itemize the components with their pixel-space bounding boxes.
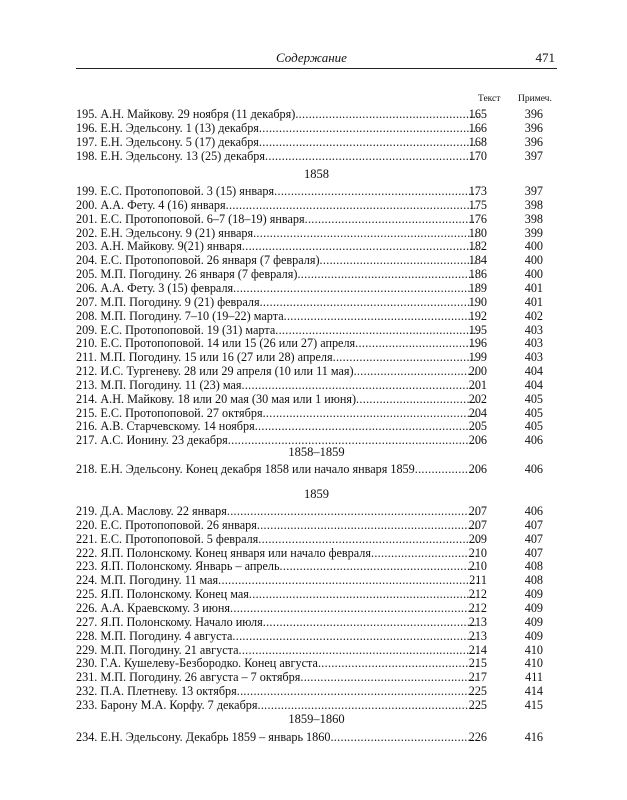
entry-note-page: 410 [524,642,543,657]
entry-page: 184 [468,253,487,268]
entry-title-with-leader [76,323,478,337]
dot-leader [295,107,478,121]
entry-note-page: 406 [524,433,543,448]
entry-title-with-leader [76,518,478,532]
toc-entry [76,149,557,163]
year-heading: 1858 [304,167,329,181]
entry-label: 232. П.А. Плетневу. 13 октября [76,684,237,699]
entry-title-with-leader [76,587,478,601]
entry-title-with-leader [76,253,478,267]
toc-entry [76,198,557,212]
toc-entry [76,532,557,546]
toc-entry [76,121,557,135]
entry-page: 204 [468,405,487,420]
dot-leader [257,518,478,532]
entry-label: 234. Е.Н. Эдельсону. Декабрь 1859 – январь 1860 [76,730,331,744]
entry-label: 223. Я.П. Полонскому. Январь – апрель [76,559,280,574]
entry-note-page: 398 [524,197,543,212]
entry-title-with-leader [76,267,478,281]
entry-label: 219. Д.А. Маслову. 22 января [76,504,227,518]
dot-leader [320,253,478,267]
dot-leader [318,656,478,670]
entry-label: 199. Е.С. Протопоповой. 3 (15) января [76,184,275,198]
entry-title-with-leader [76,336,478,350]
entry-title-with-leader [76,546,478,560]
toc-entry [76,239,557,253]
entry-title-with-leader [76,239,478,253]
toc-entry [76,462,557,476]
dot-leader [227,504,478,518]
toc-entry [76,378,557,392]
entry-label: 204. Е.С. Протопоповой. 26 января (7 февраля) [76,253,320,268]
entry-page: 206 [468,462,487,476]
entry-page: 226 [468,730,487,744]
entry-page: 192 [468,308,487,323]
entry-title-with-leader [76,350,478,364]
toc-entry [76,504,557,518]
entry-note-page: 409 [524,614,543,629]
entry-title-with-leader [76,364,478,378]
entry-title-with-leader [76,532,478,546]
entry-label: 202. Е.Н. Эдельсону. 9 (21) января [76,225,254,240]
dot-leader [226,198,478,212]
toc-entry [76,295,557,309]
entry-label: 195. А.Н. Майкову. 29 ноября (11 декабря) [76,107,296,121]
entry-note-page: 402 [524,308,543,323]
toc-entry [76,336,557,350]
entry-page: 182 [468,239,487,254]
entry-title-with-leader [76,601,478,615]
dot-leader [259,135,478,149]
dot-leader [275,323,478,337]
entry-page: 175 [468,197,487,212]
entry-note-page: 403 [524,350,543,365]
dot-leader [233,281,478,295]
dot-leader [255,419,478,433]
toc-entry [76,546,557,560]
entry-title-with-leader [76,419,478,433]
entry-note-page: 408 [524,573,543,588]
entry-note-page: 404 [524,377,543,392]
year-heading: 1859–1860 [288,712,345,726]
toc-entry [76,601,557,615]
entry-page: 213 [468,628,487,643]
entry-title-with-leader [76,629,478,643]
dot-leader [300,670,478,684]
entry-label: 205. М.П. Погодину. 26 января (7 февраля) [76,267,298,282]
toc-entry [76,573,557,587]
entry-title-with-leader [76,656,478,670]
toc-entry [76,350,557,364]
dot-leader [280,559,478,573]
dot-leader [333,350,478,364]
entry-page: 170 [468,148,487,163]
entry-note-page: 400 [524,239,543,254]
entry-page: 168 [468,134,487,149]
entry-title-with-leader [76,406,478,420]
entry-page: 166 [468,120,487,135]
entry-label: 212. И.С. Тургеневу. 28 или 29 апреля (10 или 11 мая) [76,364,354,379]
entry-page: 212 [468,587,487,602]
entry-label: 216. А.В. Старчевскому. 14 ноября [76,419,255,434]
toc-entry [76,212,557,226]
dot-leader [230,601,478,615]
toc-entry [76,656,557,670]
entry-page: 217 [468,670,487,685]
dot-leader [356,392,478,406]
entry-note-page: 401 [524,294,543,309]
entry-page: 207 [468,504,487,518]
entry-title-with-leader [76,309,478,323]
entry-label: 210. Е.С. Протопоповой. 14 или 15 (26 или 27) апреля [76,336,356,351]
dot-leader [371,546,478,560]
page-number: 471 [535,50,555,65]
entry-label: 208. М.П. Погодину. 7–10 (19–22) марта [76,308,284,323]
entry-note-page: 409 [524,587,543,602]
entry-note-page: 409 [524,600,543,615]
column-header-text: Текст [478,94,501,104]
entry-note-page: 403 [524,322,543,337]
year-heading: 1858–1859 [288,445,345,459]
dot-leader [232,629,478,643]
entry-label: 230. Г.А. Кушелеву-Безбородко. Конец августа [76,656,318,671]
entry-title-with-leader [76,559,478,573]
entry-page: 207 [468,517,487,532]
entry-note-page: 407 [524,545,543,560]
dot-leader [241,378,478,392]
entry-label: 222. Я.П. Полонскому. Конец января или начало февраля [76,545,371,560]
entry-title-with-leader [76,643,478,657]
dot-leader [218,573,478,587]
entry-title-with-leader [76,378,478,392]
toc-entry [76,698,557,712]
entry-note-page: 406 [524,462,543,476]
dot-leader [237,684,478,698]
entry-label: 197. Е.Н. Эдельсону. 5 (17) декабря [76,134,259,149]
entry-label: 217. А.С. Ионину. 23 декабря [76,433,228,448]
entry-title-with-leader [76,121,478,135]
toc-entry [76,253,557,267]
dot-leader [238,643,478,657]
entry-label: 211. М.П. Погодину. 15 или 16 (27 или 28) апреля [76,350,333,365]
entry-title-with-leader [76,149,478,163]
entry-note-page: 397 [524,184,543,198]
entry-label: 201. Е.С. Протопоповой. 6–7 (18–19) января [76,211,305,226]
entry-note-page: 407 [524,517,543,532]
entry-note-page: 406 [524,504,543,518]
entry-label: 218. Е.Н. Эдельсону. Конец декабря 1858 или начало января 1859 [76,462,415,476]
entry-title-with-leader [76,670,478,684]
page-header-title: Содержание [276,50,347,65]
toc-entry [76,267,557,281]
entry-page: 225 [468,684,487,699]
entry-title-with-leader [76,198,478,212]
entry-label: 231. М.П. Погодину. 26 августа – 7 октября [76,670,301,685]
entry-label: 198. Е.Н. Эдельсону. 13 (25) декабря [76,148,265,163]
dot-leader [242,239,478,253]
entry-page: 210 [468,545,487,560]
entry-title-with-leader [76,615,478,629]
entry-label: 228. М.П. Погодину. 4 августа [76,628,233,643]
entry-note-page: 414 [524,684,543,699]
entry-label: 203. А.Н. Майкову. 9(21) января [76,239,242,254]
entry-page: 173 [468,184,487,198]
entry-title-with-leader [76,281,478,295]
entry-page: 190 [468,294,487,309]
dot-leader [263,406,478,420]
dot-leader [330,730,478,744]
entry-label: 225. Я.П. Полонскому. Конец мая [76,587,249,602]
toc-entry [76,135,557,149]
dot-leader [263,615,478,629]
entry-page: 186 [468,267,487,282]
entry-page: 206 [468,433,487,448]
entry-label: 209. Е.С. Протопоповой. 19 (31) марта [76,322,276,337]
toc-entry [76,226,557,240]
entry-note-page: 397 [524,148,543,163]
entry-page: 176 [468,211,487,226]
entry-label: 224. М.П. Погодину. 11 мая [76,573,219,588]
toc-entry [76,559,557,573]
entry-page: 180 [468,225,487,240]
entry-note-page: 396 [524,134,543,149]
entry-label: 213. М.П. Погодину. 11 (23) мая [76,377,242,392]
toc-entry [76,107,557,121]
entry-title-with-leader [76,392,478,406]
entry-page: 205 [468,419,487,434]
entry-label: 206. А.А. Фету. 3 (15) февраля [76,280,234,295]
entry-note-page: 405 [524,419,543,434]
entry-page: 213 [468,614,487,629]
entry-note-page: 415 [524,697,543,712]
entry-note-page: 416 [524,730,543,744]
entry-label: 196. Е.Н. Эдельсону. 1 (13) декабря [76,120,259,135]
entry-title-with-leader [76,698,478,712]
entry-note-page: 410 [524,656,543,671]
entry-label: 226. А.А. Краевскому. 3 июня [76,600,230,615]
entry-page: 215 [468,656,487,671]
entry-page: 189 [468,280,487,295]
entry-note-page: 399 [524,225,543,240]
entry-label: 200. А.А. Фету. 4 (16) января [76,197,226,212]
entry-note-page: 400 [524,267,543,282]
entry-page: 211 [469,573,487,588]
entry-title-with-leader [76,212,478,226]
toc-entry [76,281,557,295]
entry-label: 227. Я.П. Полонскому. Начало июля [76,614,263,629]
entry-note-page: 405 [524,391,543,406]
entry-label: 214. А.Н. Майкову. 18 или 20 мая (30 мая или 1 июня) [76,391,357,406]
toc-entry [76,406,557,420]
column-header-notes: Примеч. [518,94,552,104]
toc-entry [76,670,557,684]
dot-leader [305,212,478,226]
entry-page: 212 [468,600,487,615]
entry-page: 196 [468,336,487,351]
entry-note-page: 408 [524,559,543,574]
running-header [76,50,557,69]
entry-label: 221. Е.С. Протопоповой. 5 февраля [76,531,259,546]
entry-note-page: 407 [524,531,543,546]
toc-entry [76,615,557,629]
entry-note-page: 405 [524,405,543,420]
toc-entry [76,643,557,657]
entry-note-page: 404 [524,364,543,379]
toc-entry [76,309,557,323]
toc-entry [76,518,557,532]
entry-note-page: 403 [524,336,543,351]
entry-note-page: 398 [524,211,543,226]
dot-leader [284,309,478,323]
entry-title-with-leader [76,295,478,309]
dot-leader [257,698,478,712]
entry-label: 207. М.П. Погодину. 9 (21) февраля [76,294,260,309]
dot-leader [253,226,478,240]
toc-entry [76,323,557,337]
dot-leader [354,364,478,378]
dot-leader [265,149,478,163]
toc-entry [76,684,557,698]
toc-entry [76,587,557,601]
entry-note-page: 409 [524,628,543,643]
year-heading: 1859 [304,487,329,501]
entry-note-page: 400 [524,253,543,268]
entry-note-page: 396 [524,107,543,121]
dot-leader [259,121,478,135]
entry-page: 210 [468,559,487,574]
toc-entry [76,419,557,433]
entry-title-with-leader [76,573,478,587]
entry-page: 225 [468,697,487,712]
entry-note-page: 396 [524,120,543,135]
entry-note-page: 411 [525,670,543,685]
entry-page: 209 [468,531,487,546]
dot-leader [355,336,478,350]
entry-page: 195 [468,322,487,337]
toc-entry [76,364,557,378]
dot-leader [258,532,478,546]
dot-leader [297,267,478,281]
entry-title-with-leader [76,107,478,121]
entry-page: 199 [468,350,487,365]
entry-title-with-leader [76,184,478,198]
dot-leader [249,587,478,601]
entry-title-with-leader [76,226,478,240]
entry-page: 200 [468,364,487,379]
toc-entry [76,629,557,643]
entry-title-with-leader [76,504,478,518]
dot-leader [260,295,478,309]
entry-page: 214 [468,642,487,657]
entry-title-with-leader [76,730,478,744]
entry-label: 233. Барону М.А. Корфу. 7 декабря [76,697,258,712]
toc-entry [76,392,557,406]
entry-note-page: 401 [524,280,543,295]
entry-page: 165 [468,107,487,121]
entry-title-with-leader [76,684,478,698]
entry-label: 215. Е.С. Протопоповой. 27 октября [76,405,263,420]
dot-leader [274,184,478,198]
toc-entry [76,184,557,198]
entry-page: 201 [468,377,487,392]
entry-page: 202 [468,391,487,406]
entry-label: 229. М.П. Погодину. 21 августа [76,642,239,657]
entry-title-with-leader [76,135,478,149]
entry-title-with-leader [76,462,478,476]
entry-label: 220. Е.С. Протопоповой. 26 января [76,517,257,532]
toc-entry [76,730,557,744]
